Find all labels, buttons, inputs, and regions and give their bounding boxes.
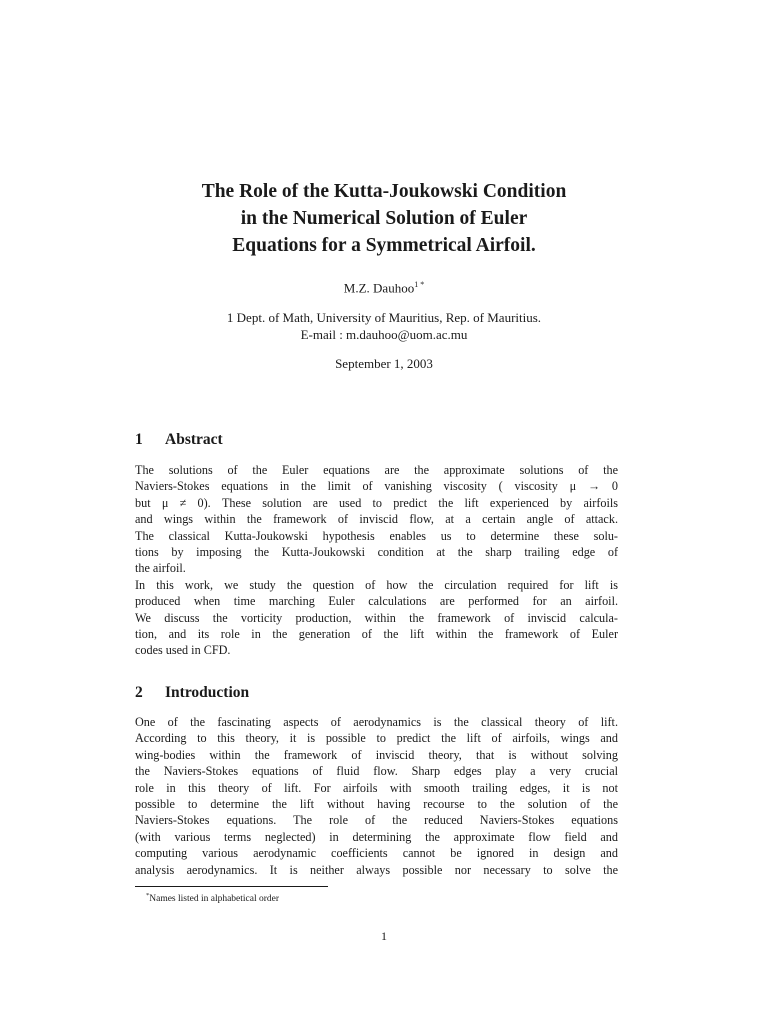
section-title: Abstract — [165, 431, 223, 448]
footnote — [146, 890, 279, 905]
text-line: tion, and its role in the generation of the lift within the framework of Euler — [135, 626, 618, 641]
author-marks: 1 * — [414, 280, 425, 289]
text-line: produced when time marching Euler calculations are performed for an airfoil. — [135, 594, 618, 609]
affiliation: 1 Dept. of Math, University of Mauritius, Rep. of Mauritius. — [226, 310, 542, 325]
text-line: the airfoil. — [135, 561, 186, 576]
title-line: The Role of the Kutta-Joukowski Condition — [201, 181, 567, 202]
text-line: the Naviers-Stokes equations of fluid flow. Sharp edges play a very crucial — [135, 764, 618, 779]
section-number: 1 — [135, 431, 143, 448]
text-line: analysis aerodynamics. It is neither always possible nor necessary to solve the — [135, 862, 618, 877]
footnote-mark: * — [146, 892, 150, 899]
text-line: The classical Kutta-Joukowski hypothesis enables us to determine these solu- — [135, 528, 618, 543]
title-line: in the Numerical Solution of Euler — [240, 208, 528, 229]
text-line: According to this theory, it is possible to predict the lift of airfoils, wings and — [135, 731, 618, 746]
author-name: M.Z. Dauhoo — [343, 280, 415, 296]
introduction-body — [135, 714, 618, 878]
paper-date: September 1, 2003 — [335, 356, 433, 371]
abstract-body — [135, 462, 618, 659]
text-line: One of the fascinating aspects of aerodynamics is the classical theory of lift. — [135, 715, 618, 729]
author-line — [100, 276, 668, 297]
section-heading-abstract — [135, 430, 223, 450]
email: E-mail : m.dauhoo@uom.ac.mu — [300, 327, 468, 342]
text-line: Naviers-Stokes equations in the limit of vanishing viscosity ( viscosity μ → 0 — [135, 479, 618, 494]
title-line: Equations for a Symmetrical Airfoil. — [232, 235, 536, 256]
paper-title — [100, 178, 668, 259]
affiliation-block — [100, 309, 668, 343]
section-number: 2 — [135, 684, 143, 701]
text-line: wing-bodies within the framework of inviscid theory, that is without solving — [135, 747, 618, 762]
text-line: and wings within the framework of inviscid flow, at a certain angle of attack. — [135, 512, 618, 527]
footnote-divider — [135, 886, 328, 887]
page-number: 1 — [381, 929, 387, 943]
text-line: (with various terms neglected) in determining the approximate flow field and — [135, 829, 618, 844]
text-line: role in this theory of lift. For airfoils with smooth trailing edges, it is not — [135, 780, 618, 795]
text-line: possible to determine the lift without having recourse to the solution of the — [135, 796, 618, 811]
section-title: Introduction — [165, 684, 250, 701]
text-line: We discuss the vorticity production, within the framework of inviscid calcula- — [135, 610, 618, 625]
text-line: The solutions of the Euler equations are the approximate solutions of the — [135, 463, 618, 477]
text-line: Naviers-Stokes equations. The role of the reduced Naviers-Stokes equations — [135, 813, 618, 828]
footnote-text: Names listed in alphabetical order — [149, 894, 280, 905]
text-line: In this work, we study the question of how the circulation required for lift is — [135, 577, 618, 592]
text-line: computing various aerodynamic coefficients cannot be ignored in design and — [135, 846, 618, 861]
section-heading-introduction — [135, 683, 249, 703]
text-line: codes used in CFD. — [135, 643, 231, 658]
text-line: tions by imposing the Kutta-Joukowski condition at the sharp trailing edge of — [135, 544, 618, 559]
text-line: but μ ≠ 0). These solution are used to predict the lift experienced by airfoils — [135, 495, 618, 510]
